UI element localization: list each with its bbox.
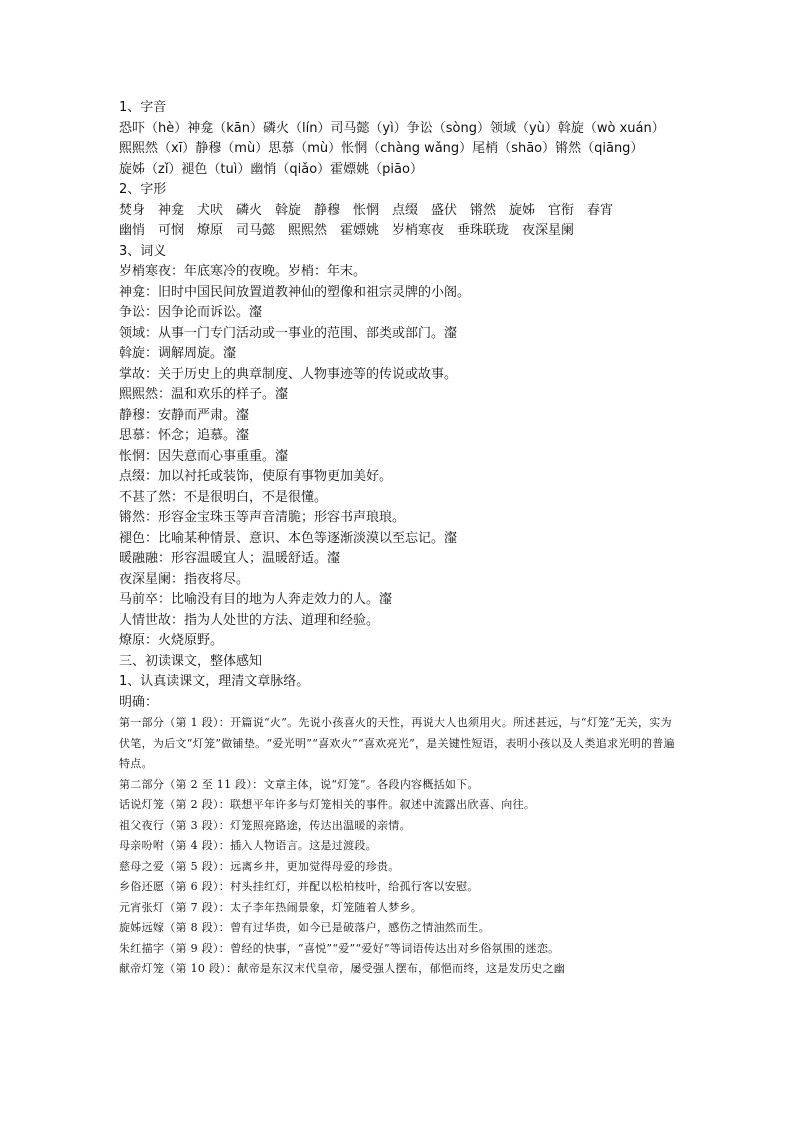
definition-item: 争讼：因争论而诉讼。瀣: [119, 305, 263, 320]
note-paragraph: 慈母之爱（第 5 段）：远离乡井，更加觉得母爱的珍贵。: [119, 859, 400, 873]
heading-first-reading: 三、初读课文，整体感知: [119, 653, 263, 669]
structure-notes: [119, 713, 679, 980]
heading-pronunciation: 1、字音: [119, 100, 167, 115]
definition-item: 人情世故：指为人处世的方法、道理和经验。: [119, 612, 380, 628]
definition-item: 褪色：比喻某种情景、意识、本色等逐渐淡漠以至忘记。瀣: [119, 530, 458, 546]
heading-word-meanings: 3、词义: [119, 243, 167, 259]
character-forms-line-1: 焚身 神龛 犬吠 磷火 斡旋 静穆 怅惘 点缀 盛伏 锵然 旋姊 官衔 春宵: [119, 202, 614, 218]
note-paragraph: 献帝灯笼（第 10 段）：献帝是东汉末代皇帝，屡受强人摆布，郁悒而终，这是发历史之幽: [119, 962, 566, 975]
note-paragraph: 朱红描字（第 9 段）：曾经的快事，“喜悦”“爱”“爱好”等词语传达出对乡俗氛围的迷恋。: [119, 941, 560, 955]
definition-item: 夜深星阑：指夜将尽。: [119, 571, 250, 587]
character-forms-line-2: 幽悄 可悯 燎原 司马懿 熙熙然 霍嫖姚 岁梢寒夜 垂珠联珑 夜深星阑: [119, 223, 575, 238]
task-instruction: 1、认真读课文，理清文章脉络。: [119, 674, 310, 689]
definition-item: 领域：从事一门专门活动或一事业的范围、部类或部门。瀣: [119, 325, 458, 341]
note-paragraph: 祖父夜行（第 3 段）：灯笼照亮路途，传达出温暖的亲情。: [119, 818, 411, 832]
definition-item: 斡旋：调解周旋。瀣: [119, 346, 237, 361]
note-paragraph: 第一部分（第 1 段）：开篇说“火”。先说小孩喜火的天性，再说大人也须用火。所述甚远，与“灯笼”无关，实为伏笔，为后文“灯笼”做铺垫。“爱光明”“喜欢火”“喜欢亮光”，是关键性短语，表明小孩以及人类追求光明的普遍特点。: [119, 716, 675, 770]
note-paragraph: 母亲吩咐（第 4 段）：插入人物语言。这是过渡段。: [119, 839, 377, 852]
pronunciation-line-2: 熙熙然（xī）静穆（mù）思慕（mù）怅惘（chàng wǎng）尾梢（shāo）锵然（qiāng）: [119, 141, 644, 156]
pronunciation-line-3: 旋姊（zǐ）褪色（tuì）幽悄（qiǎo）霍嫖姚（piāo）: [119, 161, 423, 177]
definition-item: 怅惘：因失意而心事重重。瀣: [119, 448, 289, 464]
definition-item: 岁梢寒夜：年底寒冷的夜晚。岁梢：年末。: [119, 264, 367, 279]
definition-item: 燎原：火烧原野。: [119, 633, 224, 648]
definition-item: 掌故：关于历史上的典章制度、人物事迹等的传说或故事。: [119, 366, 458, 382]
heading-character-forms: 2、字形: [119, 182, 167, 197]
definition-item: 静穆：安静而严肃。瀣: [119, 407, 250, 423]
definition-item: 熙熙然：温和欢乐的样子。瀣: [119, 387, 289, 402]
document-page: [119, 98, 679, 980]
note-paragraph: 话说灯笼（第 2 段）：联想平年许多与灯笼相关的事件。叙述中流露出欣喜、向往。: [119, 798, 536, 811]
definition-item: 锵然：形容金宝珠玉等声音清脆；形容书声琅琅。: [119, 510, 406, 525]
pronunciation-line-1: 恐吓（hè）神龛（kān）磷火（lín）司马懿（yì）争讼（sòng）领域（yù）斡旋（wò xuán）: [119, 120, 665, 136]
answer-label: 明确：: [119, 694, 159, 710]
definition-item: 不甚了然：不是很明白，不是很懂。: [119, 489, 328, 505]
note-paragraph: 第二部分（第 2 至 11 段）：文章主体，说“灯笼”。各段内容概括如下。: [119, 777, 479, 791]
definition-item: 思慕：怀念；追慕。瀣: [119, 428, 250, 443]
definition-item: 点缀：加以衬托或装饰，使原有事物更加美好。: [119, 469, 393, 484]
definition-item: 马前卒：比喻没有目的地为人奔走效力的人。瀣: [119, 592, 393, 607]
note-paragraph: 乡俗还愿（第 6 段）：村头挂红灯，并配以松柏枝叶，给孤行客以安慰。: [119, 880, 479, 893]
note-paragraph: 旋姊远嫁（第 8 段）：曾有过华贵，如今已是破落户，感伤之情油然而生。: [119, 921, 490, 934]
definition-item: 神龛：旧时中国民间放置道教神仙的塑像和祖宗灵牌的小阁。: [119, 284, 471, 300]
definition-item: 暖融融：形容温暖宜人；温暖舒适。瀣: [119, 551, 341, 566]
note-paragraph: 元宵张灯（第 7 段）：太子李年热闹景象，灯笼随着人梦乡。: [119, 900, 423, 914]
